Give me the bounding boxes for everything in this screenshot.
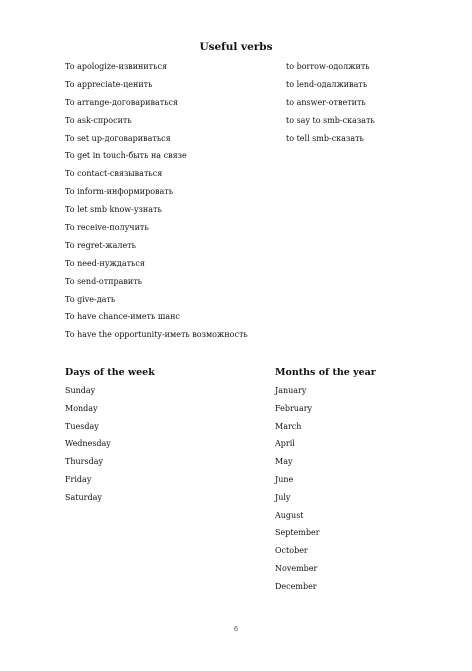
verb-item: To send-отправить xyxy=(65,276,142,286)
verb-item: To let smb know-узнать xyxy=(65,205,162,215)
verb-item: To regret-жалеть xyxy=(65,240,136,250)
month-item: July xyxy=(275,492,291,502)
month-item: February xyxy=(275,403,313,413)
month-item: December xyxy=(275,581,317,591)
page-number: 6 xyxy=(233,625,239,633)
day-item: Tuesday xyxy=(65,421,99,431)
verb-item: To appreciate-ценить xyxy=(65,79,153,89)
day-item: Monday xyxy=(65,403,98,413)
verb-item: To get in touch-быть на связе xyxy=(65,151,187,161)
months-heading: Months of the year xyxy=(275,367,376,378)
verbs-list-left xyxy=(65,62,248,348)
day-item: Saturday xyxy=(65,492,102,502)
verb-item: To arrange-договариваться xyxy=(65,97,179,107)
verb-item: to say to smb-сказать xyxy=(286,115,375,125)
month-item: January xyxy=(275,386,307,395)
verbs-list-right xyxy=(286,62,375,151)
day-item: Friday xyxy=(65,474,92,484)
verb-item: to tell smb-сказать xyxy=(286,133,364,143)
months-list xyxy=(275,386,320,600)
page-title: Useful verbs xyxy=(199,41,273,53)
days-heading: Days of the week xyxy=(65,367,155,378)
month-item: June xyxy=(275,474,294,484)
month-item: March xyxy=(275,421,302,431)
month-item: September xyxy=(275,528,320,538)
verb-item: To inform-информировать xyxy=(65,187,174,197)
verb-item: To have the opportunity-иметь возможность xyxy=(65,330,248,340)
day-item: Thursday xyxy=(65,457,103,467)
verb-item: To give-дать xyxy=(65,294,116,304)
day-item: Sunday xyxy=(65,386,96,395)
verb-item: To ask-спросить xyxy=(65,115,132,125)
day-item: Wednesday xyxy=(65,439,111,449)
month-item: April xyxy=(275,439,295,449)
verb-item: to answer-ответить xyxy=(286,97,366,107)
month-item: May xyxy=(275,457,293,467)
verb-item: To receive-получить xyxy=(65,223,149,233)
verb-item: To contact-связываться xyxy=(65,169,163,179)
month-item: October xyxy=(275,546,308,556)
verb-item: to lend-одалживать xyxy=(286,79,368,89)
month-item: November xyxy=(275,563,318,573)
days-list xyxy=(65,386,111,511)
verb-item: To set up-договариваться xyxy=(65,133,171,143)
verb-item: To have chance-иметь шанс xyxy=(65,312,180,322)
verb-item: To need-нуждаться xyxy=(65,258,145,268)
month-item: August xyxy=(275,510,304,520)
verb-item: to borrow-одолжить xyxy=(286,62,370,71)
verb-item: To apologize-извиниться xyxy=(65,62,167,71)
